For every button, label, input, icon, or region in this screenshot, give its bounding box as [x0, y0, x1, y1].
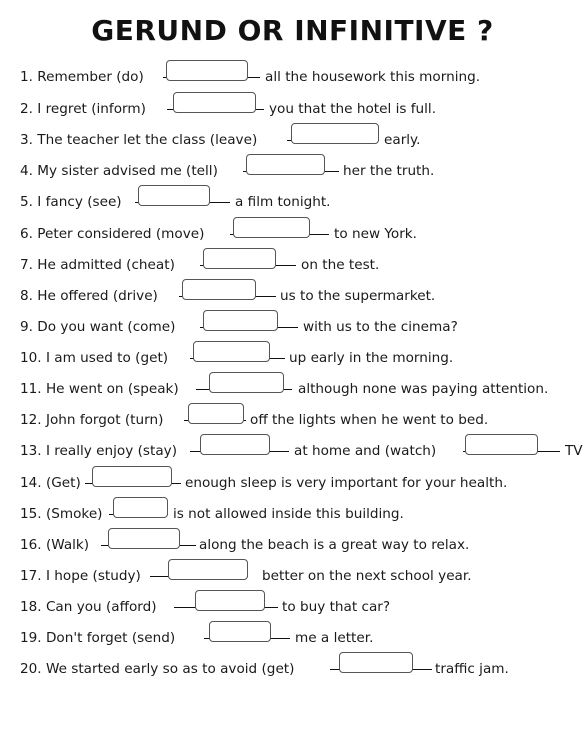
question-8	[20, 284, 585, 308]
answer-input-1[interactable]	[166, 60, 248, 81]
answer-input-17[interactable]	[168, 559, 248, 580]
question-11	[20, 377, 585, 401]
question-continuation: enough sleep is very important for your health.	[185, 475, 508, 491]
answer-input-10[interactable]	[193, 341, 270, 362]
question-prompt: 17. I hope (study)	[20, 568, 141, 584]
question-prompt: 12. John forgot (turn)	[20, 412, 164, 428]
question-10	[20, 346, 585, 370]
question-17	[20, 564, 585, 588]
question-continuation: off the lights when he went to bed.	[250, 412, 489, 428]
question-12	[20, 408, 585, 432]
answer-input-8[interactable]	[182, 279, 256, 300]
question-1	[20, 65, 585, 89]
question-continuation: along the beach is a great way to relax.	[199, 537, 470, 553]
question-prompt: 18. Can you (afford)	[20, 599, 157, 615]
question-continuation: early.	[384, 132, 421, 148]
question-continuation: to buy that car?	[282, 599, 391, 615]
question-15	[20, 502, 585, 526]
question-prompt: 2. I regret (inform)	[20, 101, 146, 117]
question-7	[20, 253, 585, 277]
question-prompt: 4. My sister advised me (tell)	[20, 163, 218, 179]
question-continuation: to new York.	[334, 226, 417, 242]
answer-input-20[interactable]	[339, 652, 413, 673]
question-continuation: me a letter.	[295, 630, 374, 646]
question-prompt: 20. We started early so as to avoid (get)	[20, 661, 295, 677]
answer-input-9[interactable]	[203, 310, 278, 331]
question-continuation: with us to the cinema?	[303, 319, 458, 335]
question-20	[20, 657, 585, 681]
answer-input-16[interactable]	[108, 528, 180, 549]
question-continuation: traffic jam.	[435, 661, 509, 677]
question-middle-text: at home and (watch)	[294, 443, 437, 459]
question-continuation: better on the next school year.	[262, 568, 472, 584]
question-13	[20, 439, 585, 463]
answer-input-2[interactable]	[173, 92, 256, 113]
question-continuation: is not allowed inside this building.	[173, 506, 404, 522]
answer-input-5[interactable]	[138, 185, 210, 206]
question-prompt: 16. (Walk)	[20, 537, 90, 553]
question-prompt: 14. (Get)	[20, 475, 81, 491]
answer-input-18[interactable]	[195, 590, 265, 611]
question-prompt: 13. I really enjoy (stay)	[20, 443, 178, 459]
answer-input-4[interactable]	[246, 154, 325, 175]
question-continuation: although none was paying attention.	[298, 381, 549, 397]
question-continuation: you that the hotel is full.	[269, 101, 437, 117]
worksheet-title: GERUND OR INFINITIVE ?	[91, 14, 494, 47]
question-prompt: 3. The teacher let the class (leave)	[20, 132, 258, 148]
answer-input-15[interactable]	[113, 497, 168, 518]
question-continuation: TV	[565, 443, 583, 459]
question-prompt: 5. I fancy (see)	[20, 194, 122, 210]
question-14	[20, 471, 585, 495]
question-18	[20, 595, 585, 619]
question-prompt: 10. I am used to (get)	[20, 350, 169, 366]
question-4	[20, 159, 585, 183]
answer-input-6[interactable]	[233, 217, 310, 238]
answer-input-12[interactable]	[188, 403, 244, 424]
answer-input-13[interactable]	[200, 434, 270, 455]
question-continuation: a film tonight.	[235, 194, 331, 210]
question-prompt: 9. Do you want (come)	[20, 319, 176, 335]
question-prompt: 15. (Smoke)	[20, 506, 103, 522]
question-16	[20, 533, 585, 557]
question-prompt: 19. Don't forget (send)	[20, 630, 176, 646]
question-2	[20, 97, 585, 121]
question-6	[20, 222, 585, 246]
question-9	[20, 315, 585, 339]
answer-input-3[interactable]	[291, 123, 379, 144]
answer-input-7[interactable]	[203, 248, 276, 269]
question-continuation: all the housework this morning.	[265, 69, 481, 85]
question-continuation: on the test.	[301, 257, 380, 273]
question-continuation: us to the supermarket.	[280, 288, 436, 304]
answer-input-11[interactable]	[209, 372, 284, 393]
question-prompt: 8. He offered (drive)	[20, 288, 158, 304]
question-prompt: 1. Remember (do)	[20, 69, 144, 85]
question-prompt: 7. He admitted (cheat)	[20, 257, 175, 273]
question-19	[20, 626, 585, 650]
answer-input-19[interactable]	[209, 621, 271, 642]
question-continuation: her the truth.	[343, 163, 435, 179]
question-3	[20, 128, 585, 152]
question-5	[20, 190, 585, 214]
question-prompt: 6. Peter considered (move)	[20, 226, 205, 242]
answer-input-14[interactable]	[92, 466, 172, 487]
answer-input-13-2[interactable]	[465, 434, 538, 455]
question-prompt: 11. He went on (speak)	[20, 381, 179, 397]
question-continuation: up early in the morning.	[289, 350, 454, 366]
